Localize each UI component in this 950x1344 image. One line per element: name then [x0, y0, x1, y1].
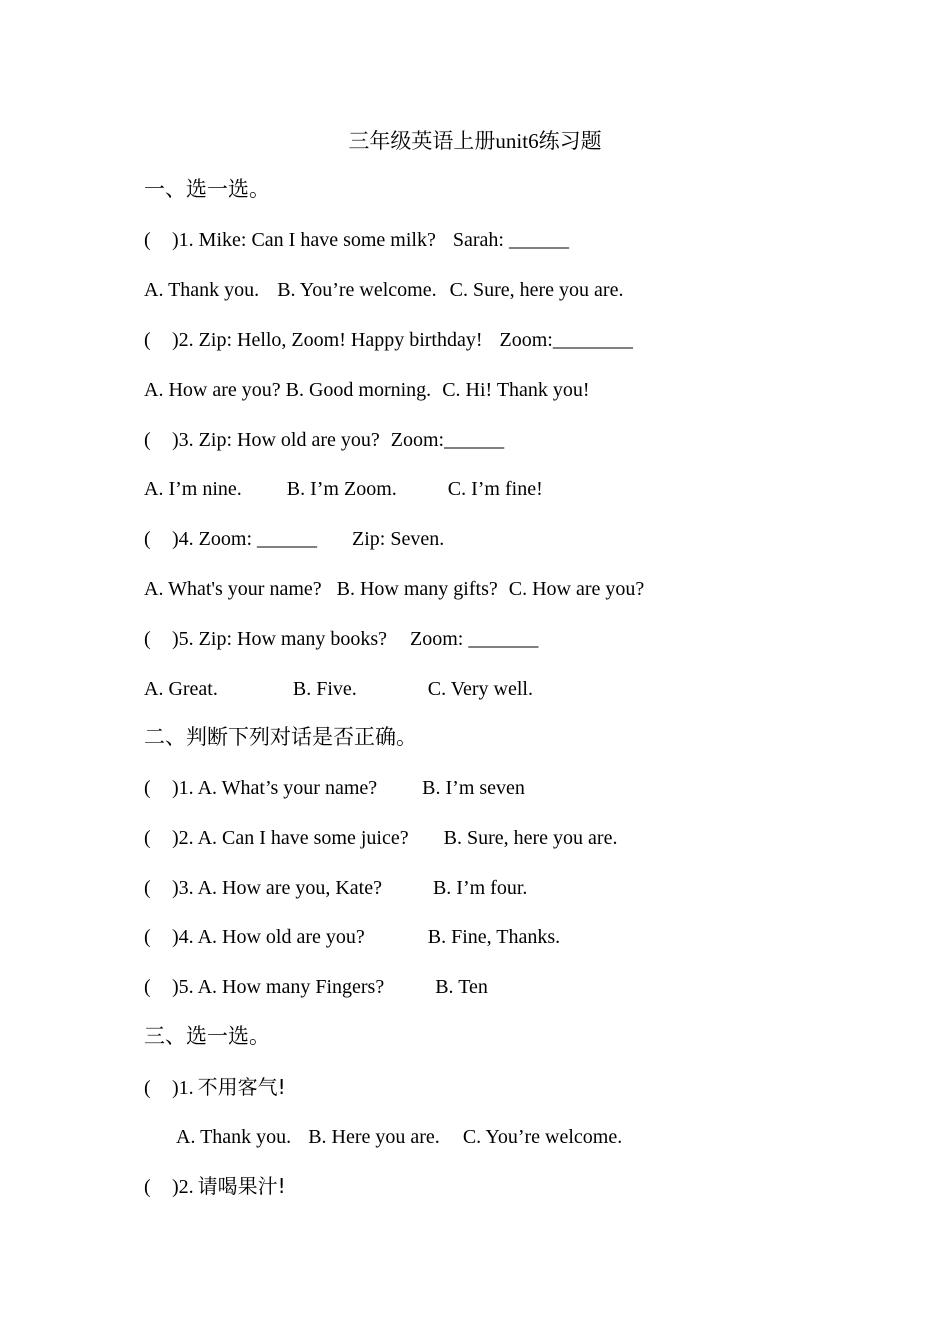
s2-item-5: ( )5. A. How many Fingers? B. Ten	[144, 976, 488, 998]
dialog-b: B. I’m four.	[432, 877, 528, 899]
s3-question-1: ( )1. 不用客气!	[144, 1075, 286, 1099]
s1-question-4: ( )4. Zoom: ______ Zip: Seven.	[144, 528, 445, 550]
question-text: 不用客气!	[197, 1075, 286, 1099]
dialog-b: B. I’m seven	[422, 777, 525, 799]
s3-question-2: ( )2. 请喝果汁!	[144, 1174, 286, 1198]
option-c: C. How are you?	[508, 578, 645, 600]
s2-item-4: ( )4. A. How old are you? B. Fine, Thanks.	[144, 926, 561, 948]
question-response: Sarah: ______	[452, 229, 569, 251]
question-text: Zip: How old are you?	[198, 429, 380, 451]
answer-paren[interactable]: (	[144, 926, 151, 948]
option-b: B. You’re welcome.	[277, 279, 437, 301]
question-text: 请喝果汁!	[197, 1174, 286, 1198]
s1-options-2	[144, 377, 590, 403]
option-a: A. How are you?	[144, 379, 281, 401]
dialog-a: A. Can I have some juice?	[197, 827, 409, 849]
question-response: Zoom:______	[390, 429, 505, 451]
question-text: Zip: How many books?	[198, 628, 387, 650]
dialog-b: B. Sure, here you are.	[443, 827, 618, 849]
dialog-a: A. How old are you?	[197, 926, 365, 948]
question-response: Zip: Seven.	[352, 528, 445, 550]
answer-paren[interactable]: (	[144, 877, 151, 899]
dialog-a: A. How many Fingers?	[197, 976, 385, 998]
page-title: 三年级英语上册unit6练习题	[348, 129, 602, 153]
answer-paren[interactable]: (	[144, 976, 151, 998]
section1-heading: 一、选一选。	[144, 177, 270, 201]
s2-item-3: ( )3. A. How are you, Kate? B. I’m four.	[144, 877, 528, 899]
option-a: A. Thank you.	[144, 279, 260, 301]
s1-options-3	[144, 476, 543, 502]
s3-options-1	[176, 1124, 622, 1150]
section3-heading: 三、选一选。	[144, 1024, 270, 1048]
option-c: C. Sure, here you are.	[449, 279, 624, 301]
s1-options-5	[144, 676, 533, 702]
s1-question-5: ( )5. Zip: How many books? Zoom: _______	[144, 628, 539, 650]
s1-question-2: ( )2. Zip: Hello, Zoom! Happy birthday! Zoom:________	[144, 329, 633, 351]
section2-heading: 二、判断下列对话是否正确。	[144, 725, 417, 749]
option-a: A. What's your name?	[144, 578, 322, 600]
answer-paren[interactable]: (	[144, 1077, 151, 1099]
s1-question-1: ( )1. Mike: Can I have some milk? Sarah: ______	[144, 229, 569, 251]
answer-paren[interactable]: (	[144, 429, 151, 451]
option-a: A. I’m nine.	[144, 478, 242, 500]
question-response: Zoom:________	[499, 329, 633, 351]
dialog-b: B. Fine, Thanks.	[427, 926, 561, 948]
option-a: A. Great.	[144, 678, 218, 700]
s2-item-2: ( )2. A. Can I have some juice? B. Sure, here you are.	[144, 827, 618, 849]
option-b: B. I’m Zoom.	[286, 478, 397, 500]
s1-options-1	[144, 277, 623, 303]
option-c: C. You’re welcome.	[462, 1126, 623, 1148]
answer-paren[interactable]: (	[144, 528, 151, 550]
answer-paren[interactable]: (	[144, 229, 151, 251]
option-b: B. How many gifts?	[336, 578, 498, 600]
option-c: C. I’m fine!	[447, 478, 543, 500]
option-b: B. Good morning.	[285, 379, 432, 401]
answer-paren[interactable]: (	[144, 329, 151, 351]
option-c: C. Hi! Thank you!	[442, 379, 590, 401]
dialog-a: A. How are you, Kate?	[197, 877, 382, 899]
s1-options-4	[144, 576, 644, 602]
option-b: B. Here you are.	[308, 1126, 440, 1148]
dialog-b: B. Ten	[435, 976, 488, 998]
question-response: Zoom: _______	[409, 628, 539, 650]
question-text: Zip: Hello, Zoom! Happy birthday!	[198, 329, 483, 351]
option-c: C. Very well.	[427, 678, 533, 700]
s1-question-3: ( )3. Zip: How old are you? Zoom:______	[144, 429, 505, 451]
s2-item-1: ( )1. A. What’s your name? B. I’m seven	[144, 777, 525, 799]
answer-paren[interactable]: (	[144, 1176, 151, 1198]
dialog-a: A. What’s your name?	[197, 777, 378, 799]
answer-paren[interactable]: (	[144, 827, 151, 849]
question-text: Zoom: ______	[198, 528, 318, 550]
option-a: A. Thank you.	[176, 1126, 292, 1148]
answer-paren[interactable]: (	[144, 628, 151, 650]
option-b: B. Five.	[292, 678, 357, 700]
answer-paren[interactable]: (	[144, 777, 151, 799]
question-text: Mike: Can I have some milk?	[198, 229, 436, 251]
